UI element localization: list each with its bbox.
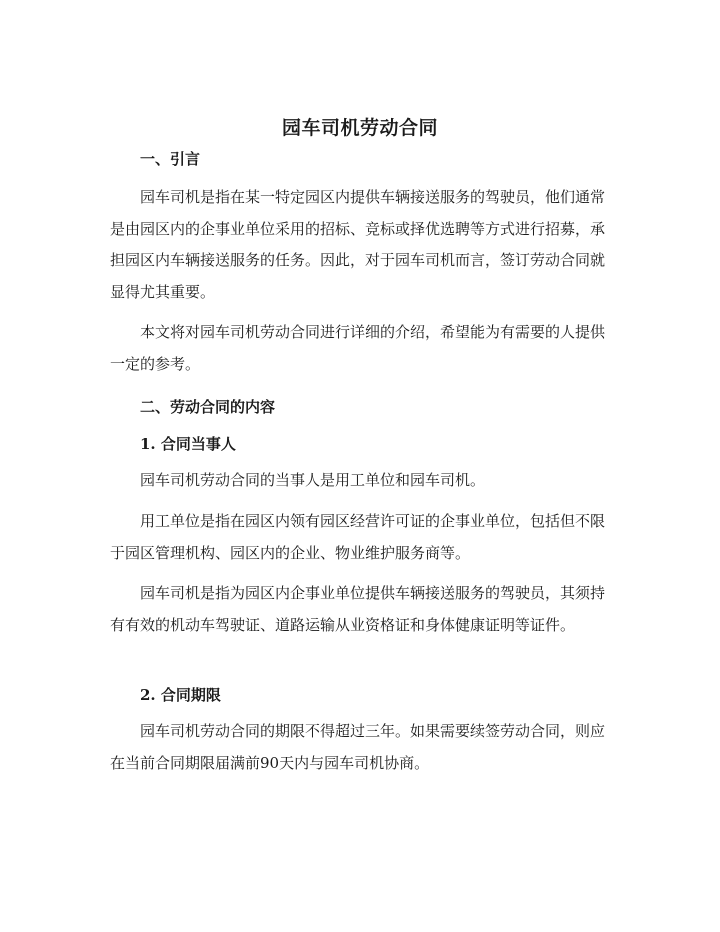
paragraph-intro-definition: 园车司机是指在某一特定园区内提供车辆接送服务的驾驶员，他们通常是由园区内的企事业单位采用的招标、竞标或择优选聘等方式进行招募，承担园区内车辆接送服务的任务。因此，对于园车司机而言，签订劳动合同就显得尤其重要。 — [110, 188, 606, 301]
subsection-heading-parties: 1. 合同当事人 — [140, 435, 236, 453]
paragraph-contract-term: 园车司机劳动合同的期限不得超过三年。如果需要续签劳动合同，则应在当前合同期限届满前90天内与园车司机协商。 — [110, 722, 606, 772]
paragraph-parties-overview: 园车司机劳动合同的当事人是用工单位和园车司机。 — [140, 471, 486, 489]
subsection-heading-contract-term: 2. 合同期限 — [140, 686, 221, 704]
section-heading-introduction: 一、引言 — [140, 150, 201, 168]
paragraph-employer-definition: 用工单位是指在园区内领有园区经营许可证的企事业单位，包括但不限于园区管理机构、园区内的企业、物业维护服务商等。 — [110, 512, 606, 562]
paragraph-intro-purpose: 本文将对园车司机劳动合同进行详细的介绍，希望能为有需要的人提供一定的参考。 — [110, 323, 606, 373]
section-heading-contract-content: 二、劳动合同的内容 — [140, 398, 276, 416]
paragraph-driver-definition: 园车司机是指为园区内企事业单位提供车辆接送服务的驾驶员，其须持有有效的机动车驾驶证、道路运输从业资格证和身体健康证明等证件。 — [110, 584, 606, 634]
document-title: 园车司机劳动合同 — [281, 117, 438, 139]
